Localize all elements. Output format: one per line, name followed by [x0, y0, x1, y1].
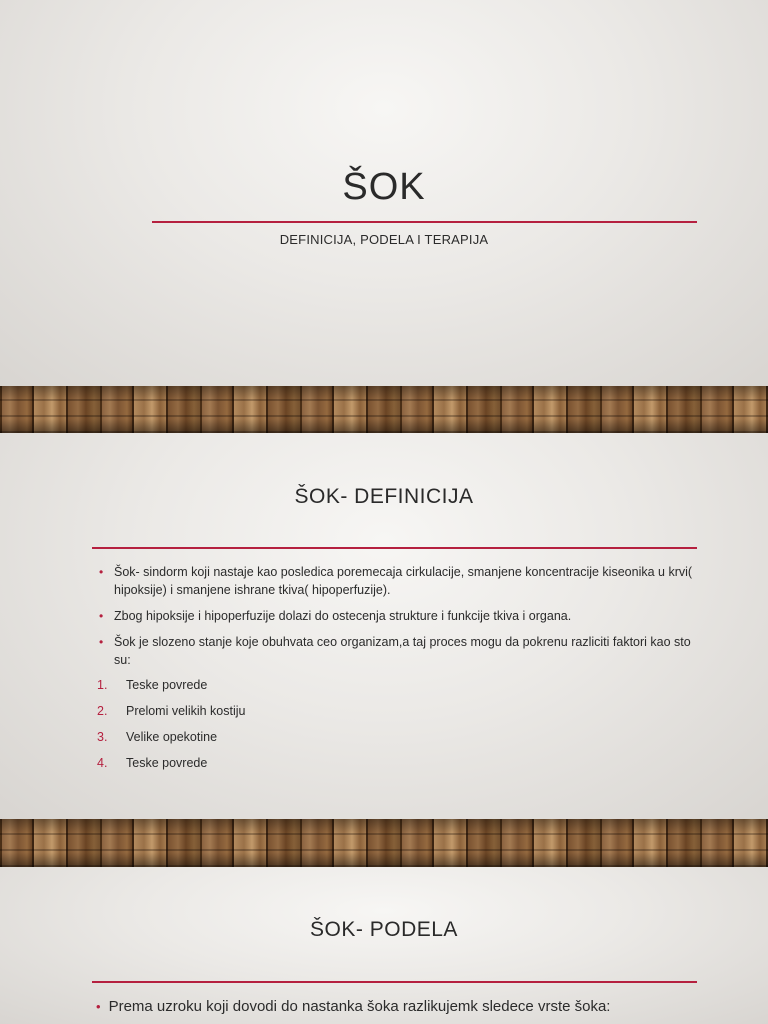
- slide-1: [0, 0, 768, 386]
- slide-3-title-divider: [92, 981, 697, 983]
- item-text: Teske povrede: [126, 756, 208, 770]
- slide-2-title-divider: [92, 547, 697, 549]
- slide-2-title: ŠOK- DEFINICIJA: [294, 485, 474, 508]
- slide-2-wood-floor: [0, 819, 768, 867]
- slide-1-subtitle: DEFINICIJA, PODELA I TERAPIJA: [279, 232, 489, 247]
- slide-1-wood-floor: [0, 386, 768, 433]
- bullet-text: Šok je slozeno stanje koje obuhvata ceo organizam,a taj proces mogu da pokrenu razliciti faktori kao sto su:: [114, 635, 691, 667]
- list-item: [96, 563, 696, 599]
- numbered-item: [97, 676, 657, 694]
- numbered-item: [97, 728, 657, 746]
- slide-3-title: ŠOK- PODELA: [310, 918, 458, 941]
- slide-1-title-divider: [152, 221, 697, 223]
- item-text: Velike opekotine: [126, 730, 218, 744]
- item-number: 3.: [97, 730, 108, 744]
- item-number: 1.: [97, 678, 108, 692]
- numbered-item: [97, 702, 657, 720]
- item-text: Teske povrede: [126, 678, 208, 692]
- slide-2: [0, 433, 768, 819]
- numbered-item: [97, 754, 657, 772]
- bullet-icon: •: [96, 999, 101, 1014]
- bullet-icon: •: [99, 635, 104, 649]
- list-item: [96, 607, 696, 625]
- slide-3-bullet: [96, 998, 610, 1015]
- slide-1-title: ŠOK: [342, 166, 426, 208]
- slide-2-numbered-list: [97, 676, 657, 780]
- bullet-icon: •: [99, 609, 104, 623]
- slide-2-bullet-list: [96, 563, 696, 677]
- bullet-text: Šok- sindorm koji nastaje kao posledica poremecaja cirkulacije, smanjene koncentracije kiseonika u krvi( hipoksije) i smanjene ishrane tkiva( hipoperfuzije).: [114, 565, 693, 597]
- list-item: [96, 633, 696, 669]
- bullet-icon: •: [99, 565, 104, 579]
- bullet-text: Zbog hipoksije i hipoperfuzije dolazi do ostecenja strukture i funkcije tkiva i organa.: [114, 609, 572, 623]
- item-number: 4.: [97, 756, 108, 770]
- item-number: 2.: [97, 704, 108, 718]
- bullet-text: Prema uzroku koji dovodi do nastanka šoka razlikujemk sledece vrste šoka:: [108, 998, 611, 1015]
- item-text: Prelomi velikih kostiju: [126, 704, 246, 718]
